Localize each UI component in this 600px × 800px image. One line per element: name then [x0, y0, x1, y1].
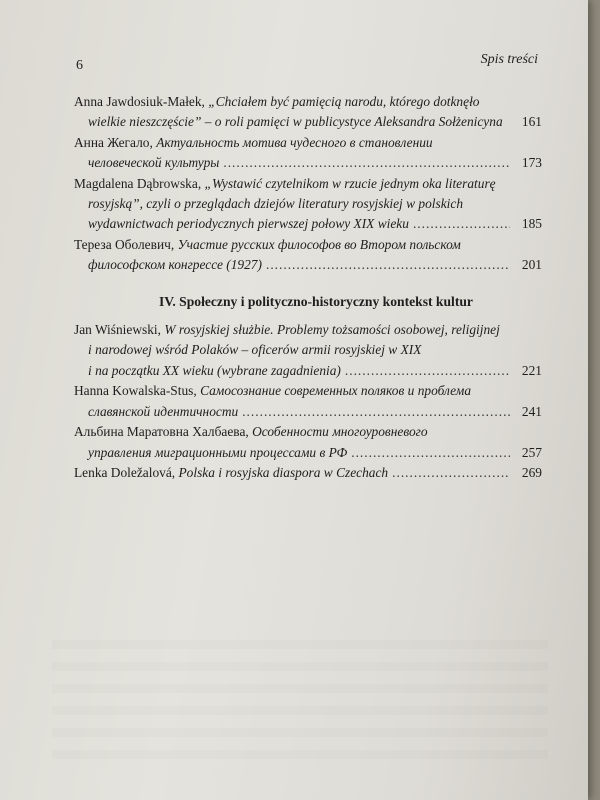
entry-title: Polska i rosyjska diaspora w Czechach [178, 464, 389, 480]
entry-title: Особенности многоуровневого [252, 424, 428, 440]
table-of-contents [74, 92, 542, 483]
entry-title: wydawnictwach periodycznych pierwszej połowy XIX wieku [88, 216, 409, 232]
leader-dots [351, 443, 510, 463]
entry-title: czyli o przeglądach dziejów literatury rosyjskiej w polskich [142, 196, 464, 212]
entry-page-number: 221 [521, 362, 542, 378]
entry-subtitle: i na początku XX wieku (wybrane zagadnienia) [88, 362, 341, 378]
toc-entry [74, 133, 542, 174]
running-head: Spis treści [480, 52, 538, 67]
leader-dots [223, 153, 510, 173]
section-heading: IV. Społeczny i polityczno-historyczny kontekst kultur [159, 293, 473, 309]
leader-dots [266, 255, 510, 275]
entry-page-number: 201 [521, 257, 542, 273]
entry-author: Анна Жегало, [74, 134, 153, 150]
entry-title: славянской идентичности [88, 403, 239, 419]
entry-title: „Wystawić czytelnikom w rzucie jednym oka literaturę [204, 175, 496, 191]
entry-author: Jan Wiśniewski, [74, 322, 161, 338]
show-through-text [52, 640, 548, 760]
entry-title: wielkie nieszczęście” – o roli pamięci w publicystyce Aleksandra Sołżenicyna [88, 114, 503, 130]
entry-title: „Chciałem być pamięcią narodu, którego dotknęło [208, 94, 480, 109]
leader-dots [413, 214, 510, 234]
entry-author: Альбина Маратовна Халбаева, [74, 424, 249, 440]
entry-page-number: 173 [521, 155, 542, 171]
entry-author: Magdalena Dąbrowska, [74, 175, 202, 191]
toc-entry [74, 174, 542, 235]
page-number: 6 [76, 58, 83, 73]
entry-page-number: 185 [521, 216, 542, 232]
toc-entry [74, 320, 542, 381]
leader-dots [392, 463, 510, 483]
entry-page-number: 161 [521, 114, 542, 130]
toc-entry [74, 463, 542, 483]
leader-dots [242, 402, 510, 422]
toc-entry [74, 235, 542, 276]
entry-author: Тереза Оболевич, [74, 236, 175, 252]
toc-entry [74, 92, 542, 133]
entry-author: Lenka Doležalová, [74, 464, 176, 480]
entry-title: Участие русских философов во Втором польском [177, 236, 461, 252]
leader-dots [345, 361, 510, 381]
entry-subtitle: Problemy tożsamości osobowej, religijnej [276, 322, 500, 338]
entry-title: rosyjską”, [88, 196, 143, 212]
entry-title: философском конгрессе (1927) [88, 257, 262, 273]
toc-entry [74, 422, 542, 463]
entry-title: человеческой культуры [88, 155, 220, 171]
entry-title: управления миграционными процессами в РФ [88, 444, 348, 460]
entry-page-number: 241 [521, 403, 542, 419]
entry-author: Hanna Kowalska-Stus, [74, 383, 197, 399]
entry-title: Актуальность мотива чудесного в становлении [156, 134, 433, 150]
entry-subtitle: i narodowej wśród Polaków – oficerów armii rosyjskiej w XIX [88, 342, 422, 358]
entry-author: Anna Jawdosiuk-Małek, [74, 94, 205, 109]
entry-page-number: 257 [521, 444, 542, 460]
toc-entry [74, 381, 542, 422]
entry-page-number: 269 [521, 464, 542, 480]
entry-title: Самосознание современных поляков и проблема [200, 383, 472, 399]
entry-title: W rosyjskiej służbie. [164, 322, 274, 338]
